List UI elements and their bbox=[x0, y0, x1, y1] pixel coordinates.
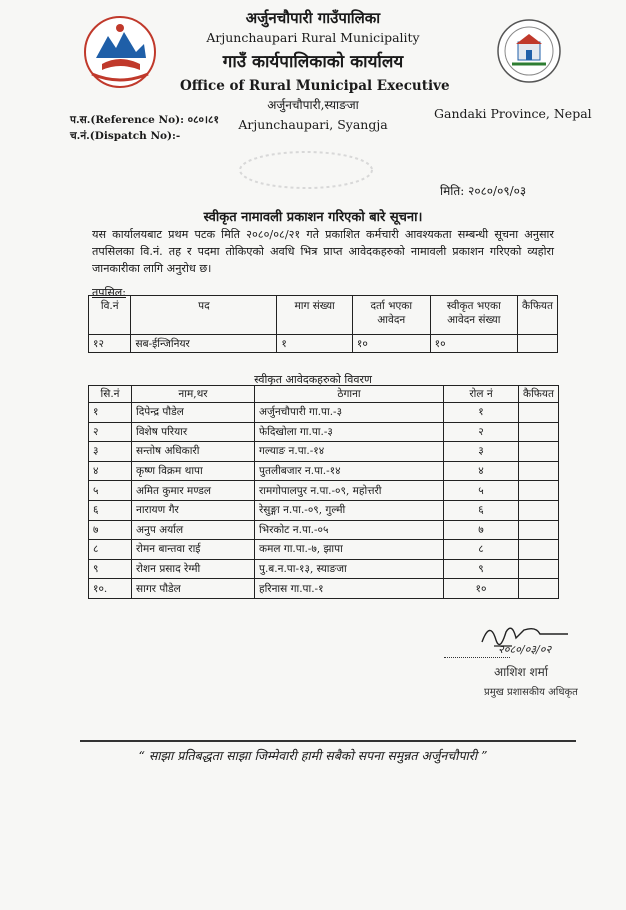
table-cell: रोशन प्रसाद रेग्मी bbox=[132, 559, 255, 579]
column-header: कैफियत bbox=[518, 296, 558, 335]
province-label: Gandaki Province, Nepal bbox=[434, 106, 592, 121]
signatory-title: प्रमुख प्रशासकीय अधिकृत bbox=[484, 687, 578, 698]
table-cell: ६ bbox=[444, 500, 519, 520]
column-header: दर्ता भएका आवेदन bbox=[352, 296, 430, 335]
table-cell: सागर पौडेल bbox=[132, 579, 255, 599]
notice-body: यस कार्यालयबाट प्रथम पटक मिति २०८०/०८/२१ गते प्रकाशित कर्मचारी आवश्यकता सम्बन्धी सूचना अनुसार तपसिलका वि.नं. तह र पदमा तोकिएको अवधि भित्र प्राप्त आवेदकहरुको नामावली प्रकाशन गरिएको व्यहोरा जानकारीका लागि अनुरोध छ। bbox=[92, 228, 554, 275]
table-cell: हरिनास गा.पा.-१ bbox=[255, 579, 444, 599]
table-cell: १ bbox=[277, 335, 353, 353]
address-english: Arjunchaupari, Syangja bbox=[238, 117, 388, 132]
table-row bbox=[89, 559, 559, 579]
table-cell: १० bbox=[430, 335, 517, 353]
table-cell: फेदिखोला गा.पा.-३ bbox=[255, 422, 444, 442]
table-cell: २ bbox=[89, 422, 132, 442]
table-cell: सब-ईन्जिनियर bbox=[131, 335, 277, 353]
faded-stamp bbox=[236, 150, 376, 190]
table-cell bbox=[519, 520, 559, 540]
table-cell: अर्जुनचौपारी गा.पा.-३ bbox=[255, 403, 444, 423]
table-cell: नारायण गैर bbox=[132, 500, 255, 520]
table-cell: ८ bbox=[444, 540, 519, 560]
table-cell: रामगोपालपुर न.पा.-०९, महोत्तरी bbox=[255, 481, 444, 501]
column-header: स्वीकृत भएका आवेदन संख्या bbox=[430, 296, 517, 335]
dispatch-number: च.नं.(Dispatch No):- bbox=[70, 130, 181, 142]
table-cell: भिरकोट न.पा.-०५ bbox=[255, 520, 444, 540]
municipality-name-nepali: अर्जुनचौपारी गाउँपालिका bbox=[245, 9, 381, 27]
table-row bbox=[89, 500, 559, 520]
table-cell bbox=[519, 422, 559, 442]
applicants-table bbox=[88, 385, 559, 599]
table-cell: पुतलीबजार न.पा.-१४ bbox=[255, 461, 444, 481]
table-cell: ५ bbox=[444, 481, 519, 501]
footer-divider bbox=[80, 740, 576, 742]
office-name-english: Office of Rural Municipal Executive bbox=[180, 78, 450, 94]
table-cell: पु.ब.न.पा-१३, स्याङजा bbox=[255, 559, 444, 579]
table-cell bbox=[519, 442, 559, 462]
table-row bbox=[89, 442, 559, 462]
table-cell bbox=[519, 403, 559, 423]
table-row bbox=[89, 335, 558, 353]
table-cell: कमल गा.पा.-७, झापा bbox=[255, 540, 444, 560]
table-cell: सन्तोष अधिकारी bbox=[132, 442, 255, 462]
table-cell: ७ bbox=[444, 520, 519, 540]
vacancy-table bbox=[88, 295, 558, 353]
address-nepali: अर्जुनचौपारी,स्याङजा bbox=[267, 98, 359, 112]
table-cell: १२ bbox=[89, 335, 131, 353]
table-cell: ३ bbox=[89, 442, 132, 462]
column-header: कैफियत bbox=[519, 386, 559, 403]
table-cell bbox=[519, 540, 559, 560]
column-header: वि.नं bbox=[89, 296, 131, 335]
table-cell: रेसुङ्गा न.पा.-०९, गुल्मी bbox=[255, 500, 444, 520]
municipality-logo bbox=[496, 18, 562, 84]
table-cell: अमित कुमार मण्डल bbox=[132, 481, 255, 501]
column-header: पद bbox=[131, 296, 277, 335]
table-cell: २ bbox=[444, 422, 519, 442]
table-cell: कृष्ण विक्रम थापा bbox=[132, 461, 255, 481]
details-label: तपसिल: bbox=[92, 286, 126, 299]
table-cell: १० bbox=[352, 335, 430, 353]
table-cell: विशेष परियार bbox=[132, 422, 255, 442]
table-row bbox=[89, 481, 559, 501]
table-cell: रोमन बान्तवा राई bbox=[132, 540, 255, 560]
table-row bbox=[89, 422, 559, 442]
table-cell bbox=[519, 500, 559, 520]
column-header: सि.नं bbox=[89, 386, 132, 403]
footer-slogan: “ साझा प्रतिबद्धता साझा जिम्मेवारी हामी सबैको सपना समुन्नत अर्जुनचौपारी ” bbox=[138, 748, 488, 763]
nepal-emblem-logo bbox=[82, 14, 158, 90]
table-cell: गल्याङ न.पा.-१४ bbox=[255, 442, 444, 462]
table-row bbox=[89, 579, 559, 599]
notice-subject: स्वीकृत नामावली प्रकाशन गरिएको बारे सूचना। bbox=[203, 210, 423, 225]
table-row bbox=[89, 540, 559, 560]
column-header: नाम,थर bbox=[132, 386, 255, 403]
table-cell: ७ bbox=[89, 520, 132, 540]
table-cell: ५ bbox=[89, 481, 132, 501]
table-header-row bbox=[89, 386, 559, 403]
signature-date: २०८०/०३/०२ bbox=[498, 643, 552, 656]
table-cell: ४ bbox=[89, 461, 132, 481]
table-header-row bbox=[89, 296, 558, 335]
table-cell: ९ bbox=[89, 559, 132, 579]
table-row bbox=[89, 520, 559, 540]
table-cell bbox=[519, 579, 559, 599]
table-cell: ८ bbox=[89, 540, 132, 560]
table-cell bbox=[518, 335, 558, 353]
table-cell bbox=[519, 481, 559, 501]
municipality-name-english: Arjunchaupari Rural Municipality bbox=[206, 30, 420, 45]
notice-date: मिति: २०८०/०९/०३ bbox=[440, 184, 527, 198]
table-cell: ३ bbox=[444, 442, 519, 462]
table-row bbox=[89, 403, 559, 423]
column-header: रोल नं bbox=[444, 386, 519, 403]
table-cell: ६ bbox=[89, 500, 132, 520]
table-cell: १०. bbox=[89, 579, 132, 599]
signatory-name: आशिश शर्मा bbox=[494, 665, 548, 679]
table-cell: १ bbox=[444, 403, 519, 423]
office-name-nepali: गाउँ कार्यपालिकाको कार्यालय bbox=[222, 52, 404, 72]
column-header: ठेगाना bbox=[255, 386, 444, 403]
table-cell: ९ bbox=[444, 559, 519, 579]
table-cell: ४ bbox=[444, 461, 519, 481]
table-cell: अनुप अर्याल bbox=[132, 520, 255, 540]
table-cell bbox=[519, 461, 559, 481]
table-row bbox=[89, 461, 559, 481]
applicants-table-title: स्वीकृत आवेदकहरुको विवरण bbox=[254, 373, 372, 386]
signature-dotted-line bbox=[444, 657, 510, 658]
column-header: माग संख्या bbox=[277, 296, 353, 335]
table-cell: दिपेन्द्र पौडेल bbox=[132, 403, 255, 423]
table-cell: १० bbox=[444, 579, 519, 599]
reference-number: प.स.(Reference No): ०८०।८१ bbox=[70, 114, 219, 126]
table-cell: १ bbox=[89, 403, 132, 423]
table-cell bbox=[519, 559, 559, 579]
